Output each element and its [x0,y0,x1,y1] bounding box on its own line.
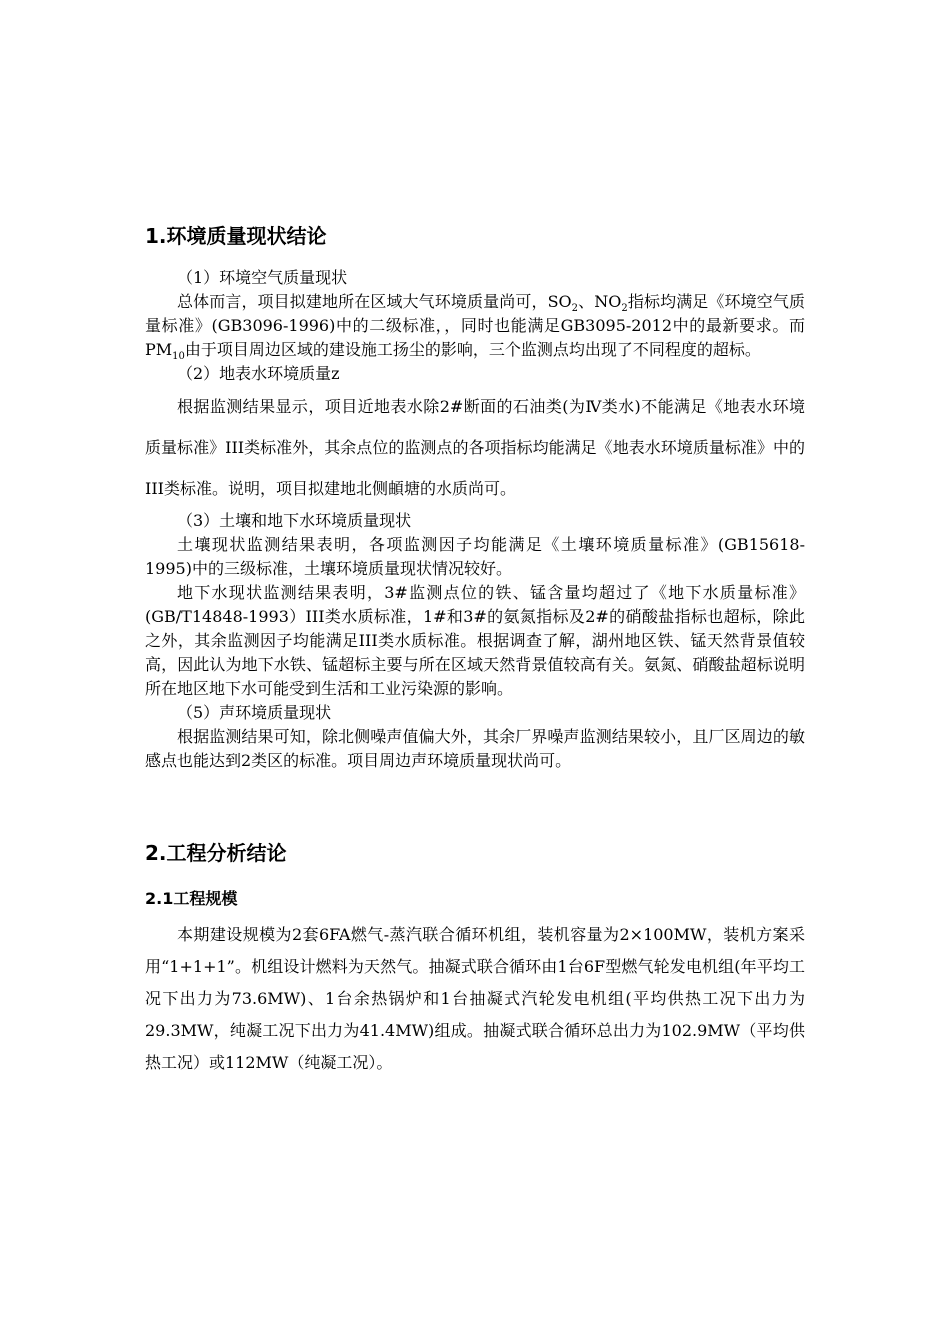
air-quality-body: 总体而言，项目拟建地所在区域大气环境质量尚可，$SO_2$、$NO_2$指标均满足《环境空气质量标准》(GB3096-1996)中的二级标准，，同时也能满足GB3095-2012中的最新要求。而$PM_{10}$由于项目周边区域的建设施工扬尘的影响，三个监测点均出现了不同程度的超标。 [145,292,805,363]
surface-water-body: 根据监测结果显示，项目近地表水除2#断面的石油类(为Ⅳ类水)不能满足《地表水环境质量标准》III类标准外，其余点位的监测点的各项指标均能满足《地表水环境质量标准》中的III类标准。说明，项目拟建地北侧頔塘的水质尚可。 [145,397,805,498]
section-2-title: 2.工程分析结论 [145,841,287,865]
section-1-title: 1.环境质量现状结论 [145,224,327,248]
noise-body: 根据监测结果可知，除北侧噪声值偏大外，其余厂界噪声监测结果较小，且厂区周边的敏感点也能达到2类区的标准。项目周边声环境质量现状尚可。 [145,727,805,770]
soil-body: 土壤现状监测结果表明，各项监测因子均能满足《土壤环境质量标准》(GB15618-1995)中的三级标准，土壤环境质量现状情况较好。 [145,535,805,578]
noise-heading: （5）声环境质量现状 [177,703,332,722]
surface-water-heading: （2）地表水环境质量z [177,364,340,383]
air-quality-heading: （1）环境空气质量现状 [177,268,348,287]
section-2-1-title: 2.1工程规模 [145,889,238,908]
engineering-scale-body: 本期建设规模为2套6FA燃气-蒸汽联合循环机组，装机容量为2×100MW，装机方案采用“1+1+1”。机组设计燃料为天然气。抽凝式联合循环由1台6F型燃气轮发电机组(年平均工况下出力为73.6MW)、1台余热锅炉和1台抽凝式汽轮发电机组(平均供热工况下出力为29.3MW，纯凝工况下出力为41.4MW)组成。抽凝式联合循环总出力为102.9MW（平均供热工况）或112MW（纯凝工况）。 [145,925,805,1072]
soil-groundwater-heading: （3）土壤和地下水环境质量现状 [177,511,412,530]
groundwater-body: 地下水现状监测结果表明，3#监测点位的铁、锰含量均超过了《地下水质量标准》(GB/T14848-1993）III类水质标准，1#和3#的氨氮指标及2#的硝酸盐指标也超标，除此之外，其余监测因子均能满足III类水质标准。根据调查了解，湖州地区铁、锰天然背景值较高，因此认为地下水铁、锰超标主要与所在区域天然背景值较高有关。氨氮、硝酸盐超标说明所在地区地下水可能受到生活和工业污染源的影响。 [145,583,805,698]
document-page [145,222,805,1079]
